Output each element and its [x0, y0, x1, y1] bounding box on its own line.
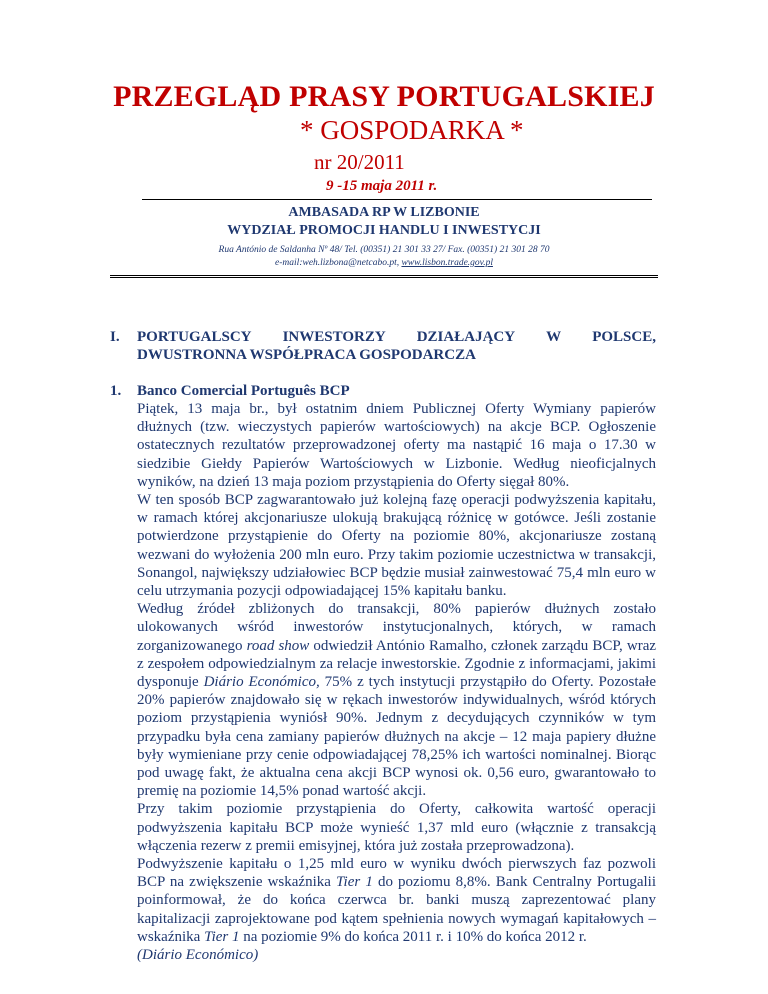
paragraph-text: 75% z tych instytucji przystąpiło do Oferty. Pozostałe 20% papierów znajdowało się w rękach inwestorów indywidualnych, wśród których poziom przystąpienia wyniósł 90%. Jednym z decydujących czynników w tym przypadku była cena zamiany papierów dłużnych na akcje – 12 maja papiery dłużne były wymieniane przy cenie odpowiadającej 78,25% ich wartości nominalnej. Biorąc pod uwagę fakt, że aktualna cena akcji BCP wynosi ok. 0,56 euro, gwarantowało to premię na poziomie 14,5% ponad wartość akcji. — [137, 674, 656, 800]
document-title: PRZEGLĄD PRASY PORTUGALSKIEJ — [113, 80, 655, 113]
section-title-word: POLSCE, — [592, 329, 656, 345]
paragraph: Piątek, 13 maja br., był ostatnim dniem Publicznej Oferty Wymiany papierów dłużnych (tzw. wieczystych papierów wartościowych) na akcje BCP. Ogłoszenie ostatecznych rezultatów przeprowadzonej oferty ma nastąpić 16 maja o 17.30 w siedzibie Giełdy Papierów Wartościowych w Lizbonie. Według nieoficjalnych wyników, na dzień 13 maja poziom przystąpienia do Oferty sięgał 80%. — [137, 401, 656, 490]
emphasis-text: Tier 1 — [204, 928, 240, 945]
paragraph — [137, 855, 656, 946]
section-number: I. — [110, 329, 120, 345]
paragraph-text: do poziomu 8,8%. Bank Centralny Portugalii poinformował, że do końca czerwca br. banki muszą zaprezentować plany kapitalizacji zaprojektowane pod kątem spełnienia nowych wymagań kapitałowych – wskaźnika — [137, 874, 656, 945]
department-name: WYDZIAŁ PROMOCJI HANDLU I INWESTYCJI — [227, 223, 541, 238]
article-heading — [110, 383, 350, 400]
header-double-rule — [110, 275, 658, 278]
article-number: 1. — [110, 383, 122, 399]
article-body — [137, 400, 656, 964]
emphasis-text: Diário Económico, — [203, 674, 320, 691]
paragraph: Przy takim poziomie przystąpienia do Oferty, całkowita wartość operacji podwyższenia kapitału BCP może wynieść 1,37 mld euro (włącznie z transakcją włączenia rezerw z premii emisyjnej, która już została przeprowadzona). — [137, 801, 656, 854]
website-link[interactable]: www.lisbon.trade.gov.pl — [401, 258, 493, 268]
section-title-line2: DWUSTRONNA WSPÓŁPRACA GOSPODARCZA — [137, 347, 476, 363]
source-citation — [137, 946, 656, 964]
section-title-word: INWESTORZY — [282, 329, 386, 345]
email-text: e-mail:weh.lizbona@netcabo.pt, — [275, 258, 402, 268]
section-title-word: PORTUGALSCY — [137, 329, 252, 345]
section-title-word: DZIAŁAJĄCY — [416, 329, 516, 345]
paragraph — [137, 600, 656, 800]
article-title: Banco Comercial Português BCP — [137, 383, 350, 399]
embassy-name: AMBASADA RP W LIZBONIE — [288, 205, 480, 220]
source-text: (Diário Económico) — [137, 947, 259, 964]
emphasis-text: Tier 1 — [336, 874, 373, 891]
section-title-word: W — [546, 329, 562, 345]
emphasis-text: road show — [246, 637, 310, 654]
section-title-line1 — [137, 328, 656, 346]
date-range: 9 -15 maja 2011 r. — [326, 178, 438, 194]
embassy-contact — [0, 258, 768, 268]
paragraph-text: odwiedził António Ramalho, członek zarządu BCP, wraz z zespołem odpowiedzialnym za relacje inwestorskie. Zgodnie z informacjami, jakimi dysponuje — [137, 637, 657, 691]
header-rule — [142, 199, 652, 200]
paragraph-text: na poziomie 9% do końca 2011 r. i 10% do końca 2012 r. — [239, 928, 587, 945]
embassy-address: Rua António de Saldanha Nº 48/ Tel. (00351) 21 301 33 27/ Fax. (00351) 21 301 28 70 — [218, 245, 550, 255]
issue-number: nr 20/2011 — [314, 150, 405, 174]
paragraph-text: Według źródeł zbliżonych do transakcji, 80% papierów dłużnych zostało ulokowanych wśród inwestorów instytucjonalnych, których, w ramach zorganizowanego — [137, 601, 656, 654]
paragraph-text: Podwyższenie kapitału o 1,25 mld euro w wyniku dwóch pierwszych faz pozwoli BCP na zwiększenie wskaźnika — [137, 856, 656, 891]
document-subtitle: * GOSPODARKA * — [300, 115, 524, 145]
paragraph: W ten sposób BCP zagwarantowało już kolejną fazę operacji podwyższenia kapitału, w ramach której akcjonariusze ulokują brakującą różnicę w gotówce. Jeśli zostanie potwierdzone przystąpienie do Oferty na poziomie 80%, akcjonariusze zostaną wezwani do wyłożenia 200 mln euro. Przy takim poziomie uczestnictwa w transakcji, Sonangol, największy udziałowiec BCP będzie musiał zainwestować 75,4 mln euro w celu utrzymania pozycji odpowiadającej 15% kapitału banku. — [137, 492, 656, 600]
